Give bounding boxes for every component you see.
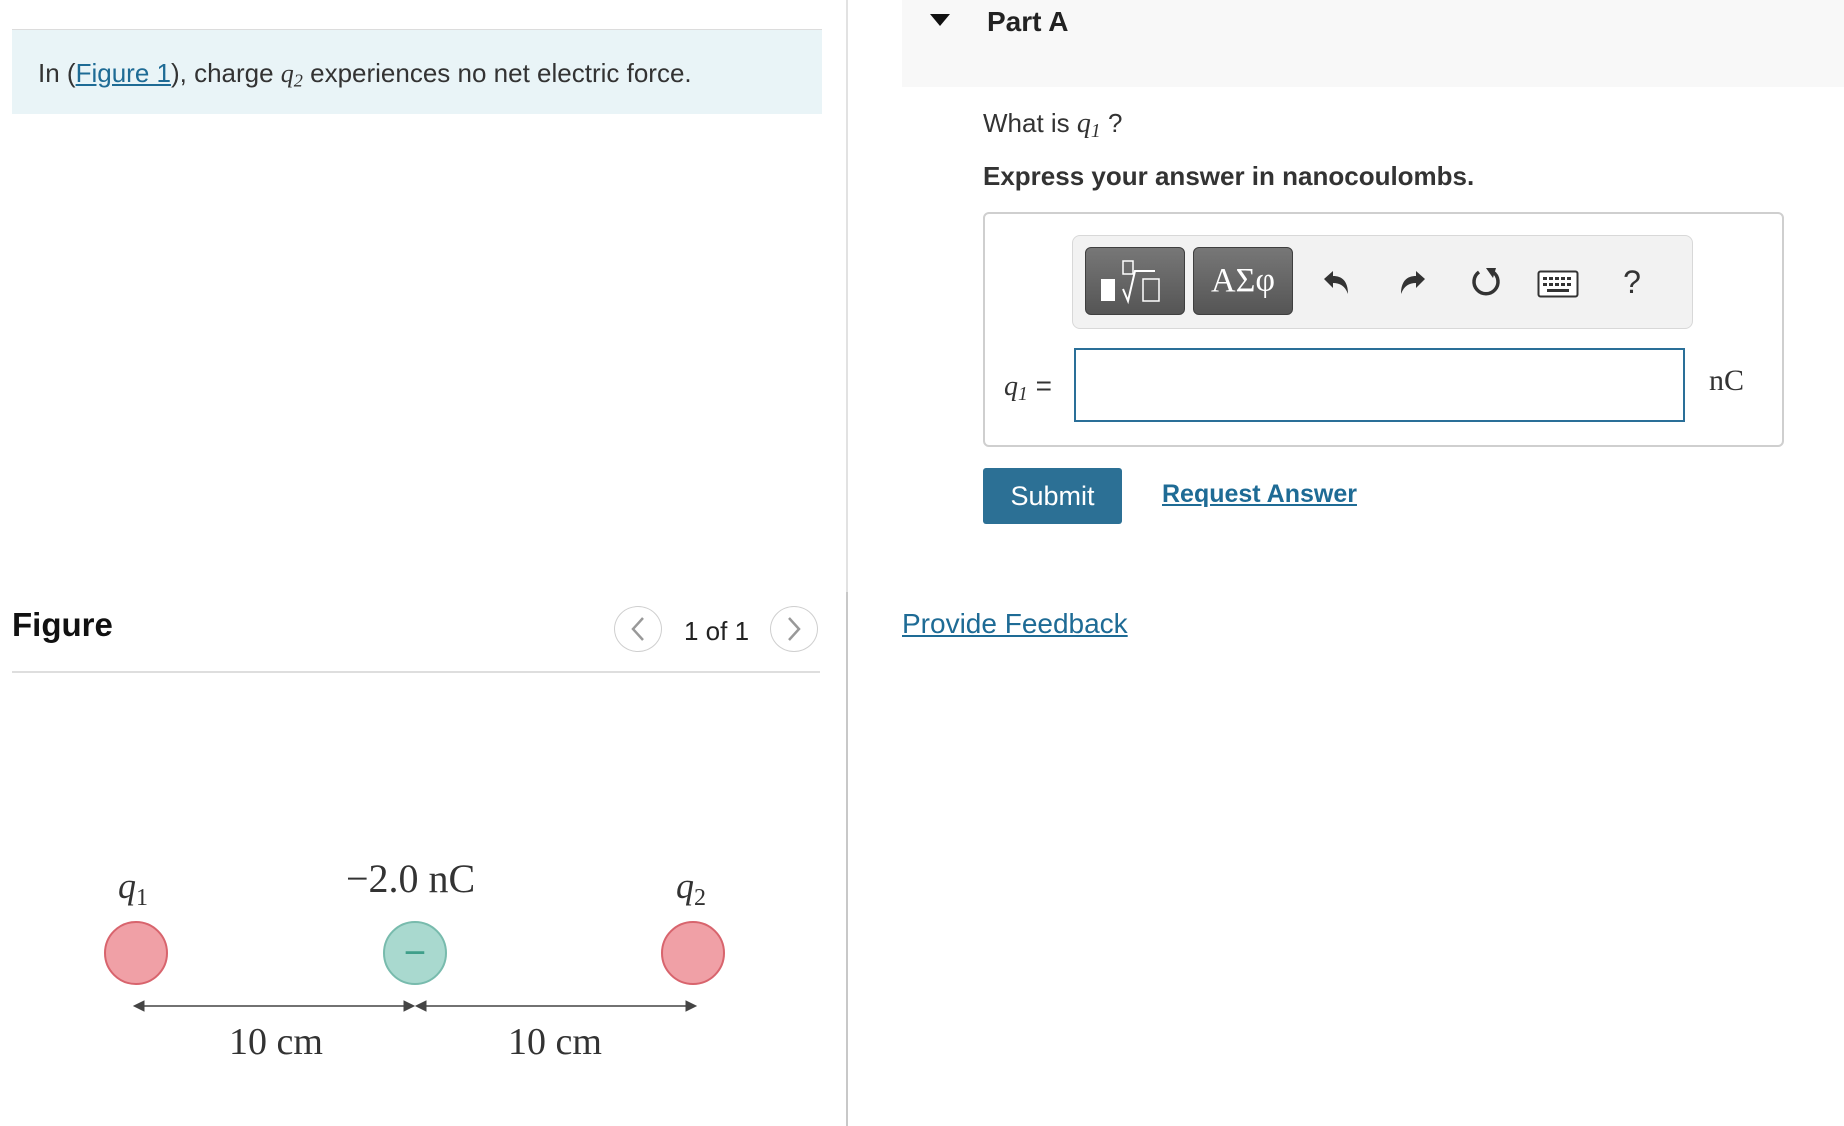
help-button[interactable]: ? <box>1623 263 1641 300</box>
chevron-left-icon <box>630 616 646 642</box>
pane-divider-top <box>846 0 848 592</box>
previous-figure-button[interactable] <box>614 606 662 652</box>
reset-icon <box>1469 265 1503 299</box>
reset-button[interactable] <box>1466 262 1506 302</box>
chevron-right-icon <box>786 616 802 642</box>
keyboard-button[interactable] <box>1536 264 1580 304</box>
answer-unit: nC <box>1709 364 1745 397</box>
request-answer-link[interactable]: Request Answer <box>1162 480 1357 508</box>
math-templates-button[interactable] <box>1085 247 1185 315</box>
submit-button[interactable]: Submit <box>983 468 1122 524</box>
undo-button[interactable] <box>1316 262 1356 302</box>
figure-pager-text: 1 of 1 <box>684 616 750 646</box>
right-distance-arrow <box>416 1001 696 1011</box>
charge-symbol: $q_2$ <box>280 59 303 91</box>
redo-icon <box>1397 266 1429 298</box>
answer-variable-label: $q_1$ = <box>1004 370 1052 405</box>
redo-button[interactable] <box>1393 262 1433 302</box>
q1-label: q1 <box>118 866 148 911</box>
undo-icon <box>1320 266 1352 298</box>
left-distance-arrow <box>134 1001 414 1011</box>
part-a-title: Part A <box>987 6 1069 37</box>
answer-input[interactable] <box>1074 348 1685 422</box>
figure-divider <box>12 671 820 673</box>
figure-heading: Figure <box>12 606 113 643</box>
next-figure-button[interactable] <box>770 606 818 652</box>
distance-right-label: 10 cm <box>508 1021 602 1063</box>
figure-diagram <box>0 840 840 1080</box>
triangle-down-icon[interactable] <box>928 12 952 28</box>
q2-label: q2 <box>676 866 706 911</box>
math-templates-icon <box>1093 255 1177 307</box>
figure-link[interactable]: Figure 1 <box>75 58 171 88</box>
question-text: What is $q_1$ ? <box>983 108 1123 142</box>
middle-charge-label: −2.0 nC <box>346 856 476 901</box>
intro-text: In (Figure 1), charge $q_2$ experiences no net electric force. <box>38 58 692 91</box>
provide-feedback-link[interactable]: Provide Feedback <box>902 608 1128 639</box>
pane-divider[interactable] <box>846 592 848 1126</box>
symbols-button[interactable]: ΑΣφ <box>1193 247 1293 315</box>
q2-charge <box>662 922 724 984</box>
answer-instruction: Express your answer in nanocoulombs. <box>983 161 1475 191</box>
q1-charge <box>105 922 167 984</box>
negative-sign: − <box>403 930 427 975</box>
keyboard-icon <box>1537 270 1579 298</box>
distance-left-label: 10 cm <box>229 1021 323 1063</box>
